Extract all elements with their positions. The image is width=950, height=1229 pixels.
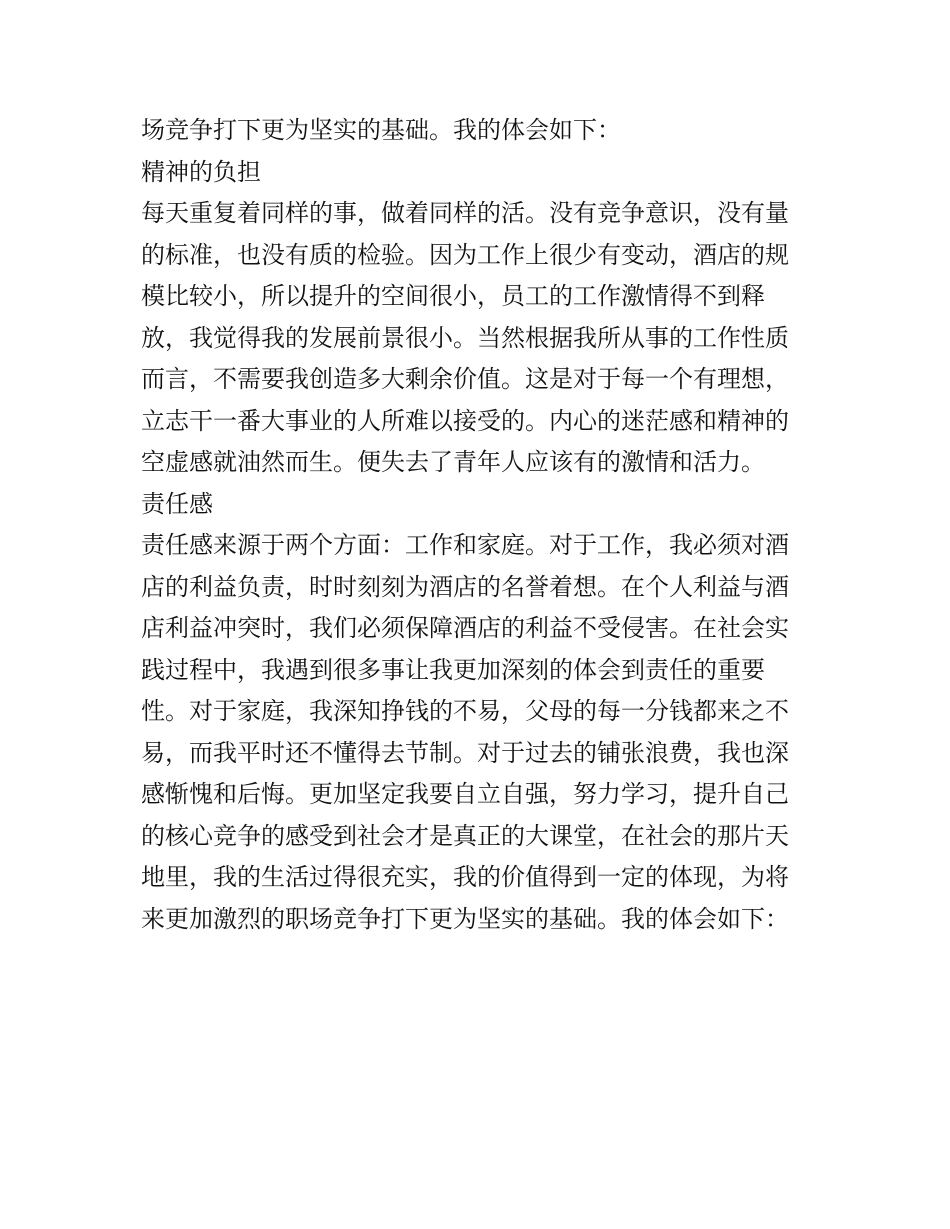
text-line: 感惭愧和后悔。更加坚定我要自立自强，努力学习，提升自己	[141, 780, 789, 808]
text-line: 责任感来源于两个方面：工作和家庭。对于工作，我必须对酒	[141, 531, 789, 559]
text-line: 的核心竞争的感受到社会才是真正的大课堂，在社会的那片天	[141, 821, 789, 850]
section-heading-responsibility: 责任感	[141, 489, 213, 518]
text-line: 模比较小，所以提升的空间很小，员工的工作激情得不到释	[141, 282, 765, 310]
text-line: 立志干一番大事业的人所难以接受的。内心的迷茫感和精神的	[141, 406, 789, 435]
text-line: 践过程中，我遇到很多事让我更加深刻的体会到责任的重要	[141, 655, 765, 684]
text-line: 地里，我的生活过得很充实，我的价值得到一定的体现，为将	[141, 863, 789, 891]
text-line: 空虚感就油然而生。便失去了青年人应该有的激情和活力。	[141, 448, 765, 476]
text-line: 店的利益负责，时时刻刻为酒店的名誉着想。在个人利益与酒	[141, 572, 789, 601]
text-line: 来更加激烈的职场竞争打下更为坚实的基础。我的体会如下：	[141, 904, 789, 933]
body-text	[141, 110, 821, 940]
text-line: 易，而我平时还不懂得去节制。对于过去的铺张浪费，我也深	[141, 738, 789, 767]
text-line: 性。对于家庭，我深知挣钱的不易，父母的每一分钱都来之不	[141, 697, 789, 725]
text-line: 店利益冲突时，我们必须保障酒店的利益不受侵害。在社会实	[141, 614, 789, 642]
section-heading-mental-burden: 精神的负担	[141, 157, 261, 186]
text-line: 的标准，也没有质的检验。因为工作上很少有变动，酒店的规	[141, 240, 789, 269]
text-line: 放，我觉得我的发展前景很小。当然根据我所从事的工作性质	[141, 323, 789, 352]
text-line: 场竞争打下更为坚实的基础。我的体会如下：	[141, 116, 621, 144]
text-line: 每天重复着同样的事，做着同样的活。没有竞争意识，没有量	[141, 199, 789, 227]
text-line: 而言，不需要我创造多大剩余价值。这是对于每一个有理想，	[141, 365, 789, 393]
